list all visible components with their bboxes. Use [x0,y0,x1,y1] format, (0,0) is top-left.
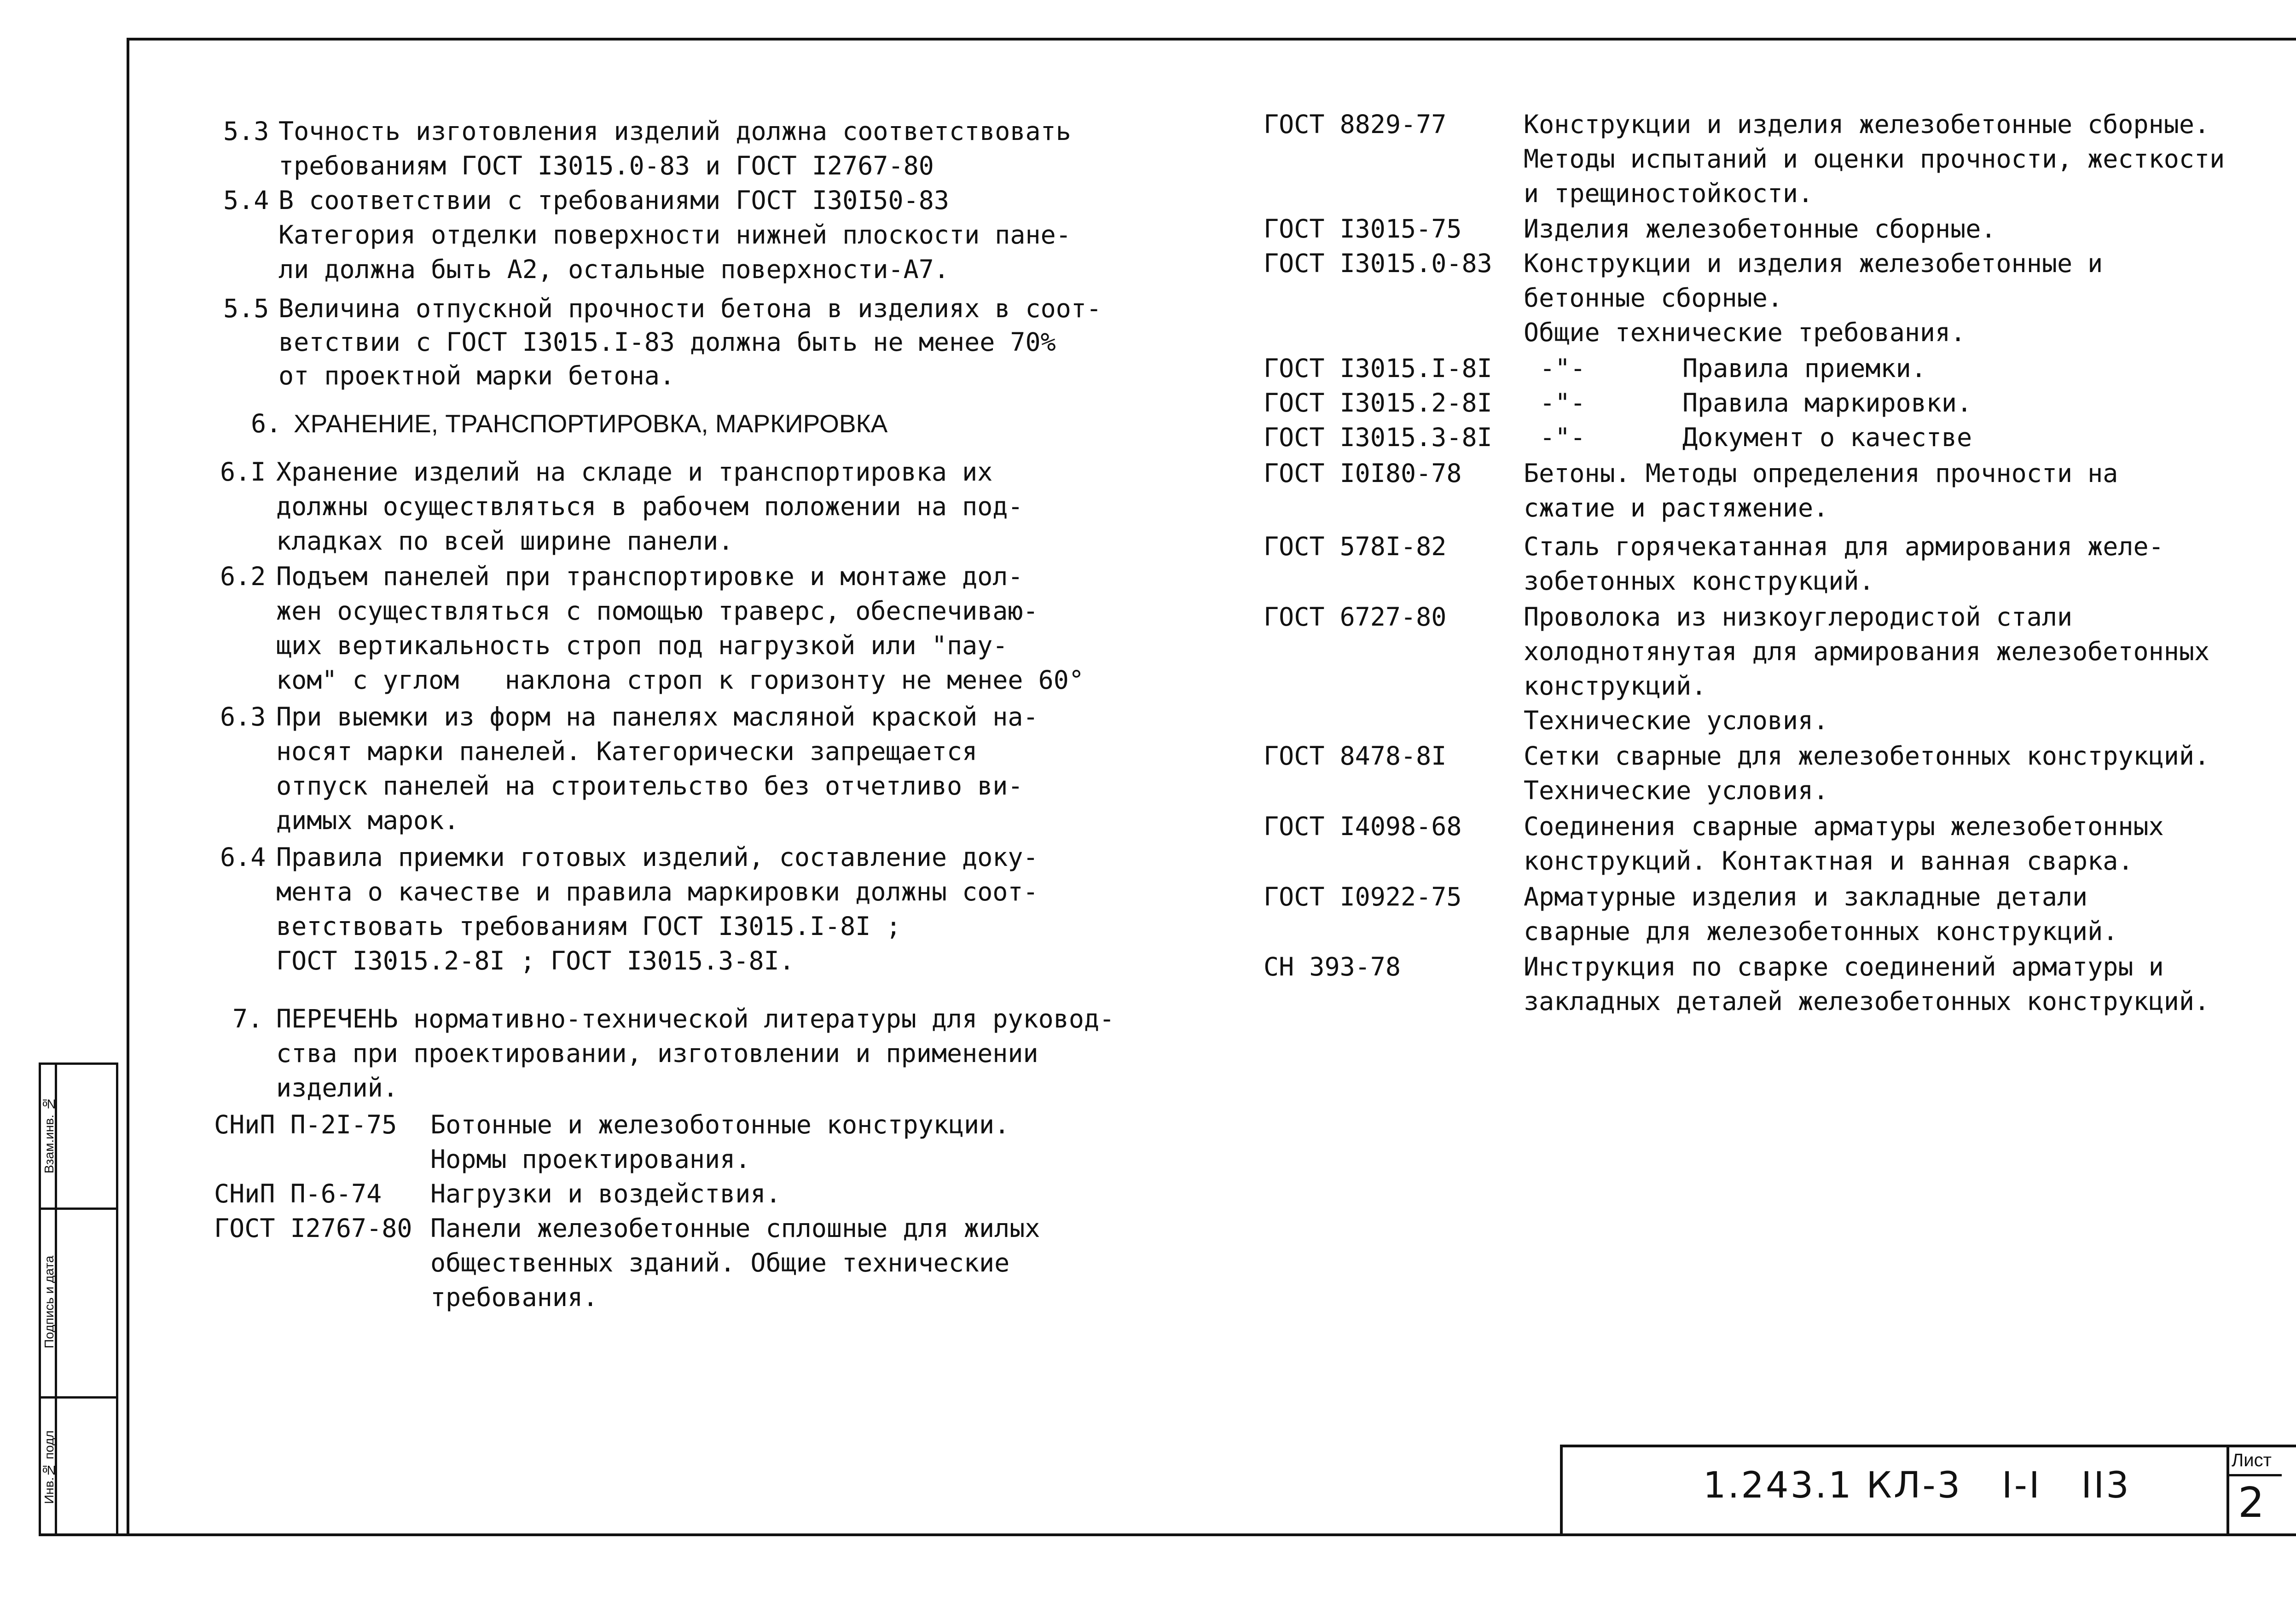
ref-description: Инструкция по сварке соединений арматуры и [1524,952,2164,981]
ref-description: Бетоны. Методы определения прочности на [1524,459,2118,488]
ref-description: Нормы проектирования. [430,1144,751,1174]
ref-description: Сталь горячекатанная для армирования желе- [1524,532,2164,561]
ref-code: ГОСТ 6727-80 [1264,602,1447,632]
section-heading: ХРАНЕНИЕ, ТРАНСПОРТИРОВКА, МАРКИРОВКА [294,409,888,438]
paragraph-line: жен осуществляться с помощью траверс, обеспечиваю- [276,596,1038,626]
paragraph-line: Величина отпускной прочности бетона в изделиях в соот- [278,294,1102,323]
section-number: 6. [251,409,282,438]
item-number: 6.4 [220,842,266,872]
paragraph-line: В соответствии с требованиями ГОСТ I30I50-83 [278,186,949,215]
ref-description: конструкций. Контактная и ванная сварка. [1524,846,2134,876]
paragraph-line: ГОСТ I3015.2-8I ; ГОСТ I3015.3-8I. [276,946,794,975]
item-number: 5.5 [223,294,269,323]
paragraph-line: Подъем панелей при транспортировке и монтаже дол- [276,562,1023,591]
ref-description: Панели железобетонные сплошные для жилых [430,1213,1040,1243]
paragraph-line: ветствовать требованиям ГОСТ I3015.I-8I ; [276,912,901,941]
ref-code: ГОСТ I4098-68 [1264,812,1462,841]
paragraph-line: требованиям ГОСТ I3015.0-83 и ГОСТ I2767-80 [278,151,934,180]
ref-code: ГОСТ I3015.2-8I [1264,388,1492,418]
paragraph-line: от проектной марки бетона. [278,361,675,390]
ref-description: Соединения сварные арматуры железобетонных [1524,812,2164,841]
item-number: 6.I [220,457,266,487]
ref-code: ГОСТ I0I80-78 [1264,459,1462,488]
ref-description: бетонные сборные. [1524,283,1783,313]
paragraph-line: Точность изготовления изделий должна соответствовать [278,116,1071,146]
item-number: 6.2 [220,562,266,591]
ref-description: Общие технические требования. [1524,318,1966,347]
section-number: 7. [232,1004,263,1033]
ref-description: Конструкции и изделия железобетонные сборные. [1524,110,2210,139]
paragraph-line: носят марки панелей. Категорически запрещается [276,737,978,766]
ref-code: ГОСТ I2767-80 [214,1213,412,1243]
ref-description: Проволока из низкоуглеродистой стали [1524,602,2073,632]
frame-top-border [127,38,2296,41]
side-stamp-signature-label: Подпись и дата [42,1255,56,1348]
ref-description: Технические условия. [1524,776,1829,805]
paragraph-line: Правила приемки готовых изделий, составление доку- [276,842,1038,872]
sheet-label: Лист [2232,1450,2272,1470]
item-number: 5.4 [223,186,269,215]
ref-description: зобетонных конструкций. [1524,566,1874,596]
ref-description: закладных деталей железобетонных конструкций. [1524,987,2210,1016]
ref-description: Арматурные изделия и закладные детали [1524,882,2088,912]
ref-description: сжатие и растяжение. [1524,493,1829,523]
ref-description: требования. [430,1283,598,1312]
ref-description: Изделия железобетонные сборные. [1524,214,1996,244]
paragraph-line: Категория отделки поверхности нижней плоскости пане- [278,220,1071,250]
paragraph-line: кладках по всей ширине панели. [276,526,734,556]
ref-code: ГОСТ 8478-8I [1264,741,1447,771]
ref-description: Документ о качестве [1682,423,1972,452]
sheet-cell-divider [2226,1474,2282,1476]
ref-code: ГОСТ I3015.0-83 [1264,249,1492,278]
ref-description: Правила приемки. [1682,354,1926,383]
ref-code: ГОСТ I3015.I-8I [1264,354,1492,383]
ref-code: СН 393-78 [1264,952,1401,981]
paragraph-line: ПЕРЕЧЕНЬ нормативно-технической литературы для руковод- [276,1004,1115,1033]
ref-description: конструкций. [1524,671,1707,701]
paragraph-line: Хранение изделий на складе и транспортировка их [276,457,993,487]
ref-description: Сетки сварные для железобетонных конструкций. [1524,741,2210,771]
paragraph-line: отпуск панелей на строительство без отчетливо ви- [276,771,1023,801]
side-stamp-inventory-label: Инв.№ подл [42,1430,56,1504]
paragraph-line: изделий. [276,1073,398,1103]
paragraph-line: димых марок. [276,806,459,835]
ref-description: Технические условия. [1524,706,1829,735]
ditto-mark: -"- [1540,423,1586,452]
item-number: 6.3 [220,702,266,732]
side-stamp [39,1062,118,1536]
paragraph-line: ветствии с ГОСТ I3015.I-83 должна быть не менее 70% [278,327,1056,357]
side-stamp-vzam-label: Взам.инв. № [42,1097,56,1173]
ref-description: Ботонные и железоботонные конструкции. [430,1110,1010,1139]
ref-description: Правила маркировки. [1682,388,1972,418]
ditto-mark: -"- [1540,354,1586,383]
item-number: 5.3 [223,116,269,146]
paragraph-line: мента о качестве и правила маркировки должны соот- [276,877,1038,906]
ref-code: ГОСТ I0922-75 [1264,882,1462,912]
ref-code: ГОСТ 8829-77 [1264,110,1447,139]
ref-description: общественных зданий. Общие технические [430,1248,1010,1277]
ref-description: и трещиностойкости. [1524,179,1814,208]
ref-description: Конструкции и изделия железобетонные и [1524,249,2103,278]
ref-code: ГОСТ I3015.3-8I [1264,423,1492,452]
ref-code: ГОСТ 578I-82 [1264,532,1447,561]
ref-description: Методы испытаний и оценки прочности, жесткости [1524,144,2225,174]
drawing-code: 1.243.1 КЛ-3 I-I II3 [1703,1465,2131,1506]
paragraph-line: ли должна быть А2, остальные поверхности-А7. [278,255,949,284]
ditto-mark: -"- [1540,388,1586,418]
ref-code: СНиП П-2I-75 [214,1110,397,1139]
paragraph-line: щих вертикальность строп под нагрузкой или "пау- [276,631,1008,660]
paragraph-line: должны осуществляться в рабочем положении на под- [276,492,1023,521]
ref-description: холоднотянутая для армирования железобетонных [1524,637,2210,666]
ref-code: ГОСТ I3015-75 [1264,214,1462,244]
paragraph-line: ства при проектировании, изготовлении и применении [276,1039,1038,1068]
paragraph-line: При выемки из форм на панелях масляной краской на- [276,702,1038,732]
frame-left-border [127,38,129,1536]
sheet-number: 2 [2238,1479,2265,1527]
ref-description: сварные для железобетонных конструкций. [1524,917,2118,946]
paragraph-line: ком" с углом наклона строп к горизонту не менее 60° [276,665,1084,695]
ref-description: Нагрузки и воздействия. [430,1179,781,1208]
ref-code: СНиП П-6-74 [214,1179,382,1208]
